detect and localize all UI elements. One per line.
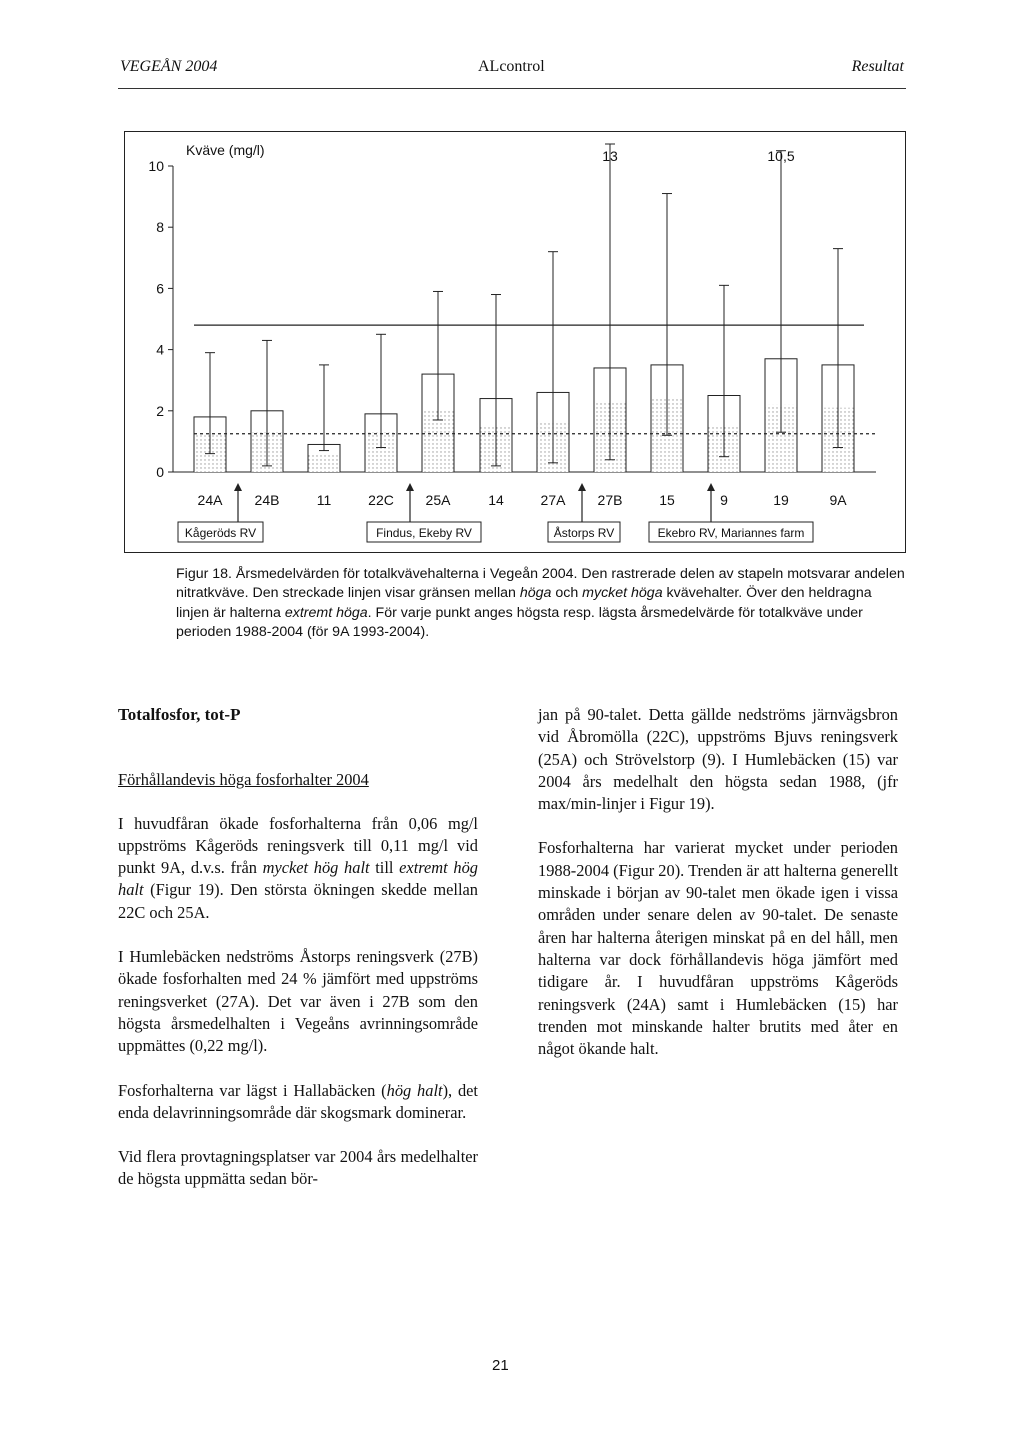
text-run: (Figur 19). Den största ökningen skedde mellan 22C och 25A.	[118, 880, 478, 922]
x-tick-label: 14	[488, 492, 504, 508]
y-tick-label: 8	[156, 219, 164, 236]
emphasis: extremt hög halt	[118, 858, 478, 900]
caption-text: kvävehalter. Över den heldragna linjen är halterna	[176, 585, 872, 621]
y-tick-label: 2	[156, 402, 164, 419]
right-column	[538, 704, 898, 1082]
paragraph: I Humlebäcken nedströms Åstorps reningsverk (27B) ökade fosforhalten med 24 % jämfört med uppströms reningsverket (27A). Det var även i 27B som den högsta årsmedelhalten i Vegeåns avrinningsområde uppmättes (0,22 mg/l).	[118, 947, 478, 1056]
x-tick-label: 22C	[368, 492, 394, 508]
text-run: till	[369, 858, 400, 878]
x-tick-label: 15	[659, 492, 675, 508]
source-group-label: Kågeröds RV	[184, 526, 257, 540]
x-tick-label: 11	[316, 492, 332, 508]
source-arrow-head	[406, 483, 414, 491]
emphasis: hög halt	[386, 1080, 443, 1100]
paragraph	[118, 1080, 478, 1125]
emphasis: mycket hög halt	[262, 858, 370, 878]
caption-emphasis: höga	[519, 585, 552, 602]
bar-nitrate-part	[309, 454, 340, 472]
y-tick-label: 10	[148, 158, 164, 174]
paragraph	[118, 813, 478, 924]
caption-text: . För varje punkt anges högsta resp. lägsta årsmedelvärde för totalkväve under perioden 1988-2004 (för 9A 1993-2004).	[176, 604, 863, 641]
page-number: 21	[492, 1357, 509, 1374]
caption-emphasis: extremt höga	[284, 604, 368, 621]
x-tick-label: 9A	[829, 492, 847, 508]
source-arrow-head	[578, 483, 586, 491]
paragraph: Vid flera provtagningsplatser var 2004 års medelhalter de högsta uppmätta sedan bör-	[118, 1147, 478, 1189]
x-tick-label: 27B	[597, 492, 623, 508]
nitrogen-chart	[124, 131, 906, 553]
source-group-label: Findus, Ekeby RV	[376, 526, 472, 540]
offscale-max-label: 10,5	[767, 148, 795, 164]
running-header-center: ALcontrol	[478, 58, 545, 75]
y-axis-label: Kväve (mg/l)	[186, 142, 265, 158]
y-tick-label: 6	[156, 280, 164, 297]
section-title: Totalfosfor, tot-P	[118, 705, 241, 724]
header-rule	[118, 88, 906, 89]
running-header-left: VEGEÅN 2004	[120, 58, 218, 75]
paragraph: Fosforhalterna har varierat mycket under perioden 1988-2004 (Figur 20). Trenden är att halterna generellt minskade i början av 90-talet men ökade igen i vissa områden under senare delen av 90-talet. De senaste åren har halterna återigen minskat på en del håll, men halterna var dock förhållandevis höga jämfört med tidigare år. I huvudfåran uppströms Kågeröds reningsverk (24A) samt i Humlebäcken (15) har trenden mot minskande halter brutits med åter en något ökande halt.	[538, 838, 898, 1059]
left-column	[118, 704, 478, 1213]
y-tick-label: 4	[156, 341, 164, 358]
x-tick-label: 25A	[425, 492, 451, 508]
source-arrow-head	[234, 483, 242, 491]
paragraph: jan på 90-talet. Detta gällde nedströms järnvägsbron vid Åbromölla (22C), uppströms Bjuvs reningsverk (25A) och Strövelstorp (9). I Humlebäcken (15) var 2004 års medelhalt den högsta sedan 1988, (jfr max/min-linjer i Figur 19).	[538, 705, 898, 814]
y-tick-label: 0	[156, 464, 164, 480]
section-subtitle: Förhållandevis höga fosforhalter 2004	[118, 770, 369, 790]
caption-text: Figur 18. Årsmedelvärden för totalkvävehalterna i Vegeån 2004. Den rastrerade delen av stapeln motsvarar andelen nitratkväve. Den streckade linjen visar gränsen mellan	[176, 566, 905, 602]
text-run: Fosforhalterna var lägst i Hallabäcken (	[118, 1080, 387, 1100]
caption-emphasis: mycket höga	[582, 585, 663, 602]
running-header-right: Resultat	[851, 58, 904, 75]
caption-text: och	[551, 585, 583, 602]
source-arrow-head	[707, 483, 715, 491]
text-run: ), det enda delavrinningsområde där skogsmark dominerar.	[118, 1080, 478, 1122]
offscale-max-label: 13	[602, 148, 618, 164]
text-run: I huvudfåran ökade fosforhalterna från 0,06 mg/l uppströms Kågeröds reningsverk till 0,11 mg/l vid punkt 9A, d.v.s. från	[118, 813, 478, 878]
x-tick-label: 27A	[540, 492, 566, 508]
source-group-label: Ekebro RV, Mariannes farm	[657, 526, 805, 540]
x-tick-label: 24B	[254, 492, 280, 508]
figure-caption	[176, 565, 906, 643]
source-group-label: Åstorps RV	[553, 526, 615, 540]
x-tick-label: 9	[720, 492, 728, 508]
x-tick-label: 24A	[197, 492, 223, 508]
x-tick-label: 19	[773, 492, 789, 508]
